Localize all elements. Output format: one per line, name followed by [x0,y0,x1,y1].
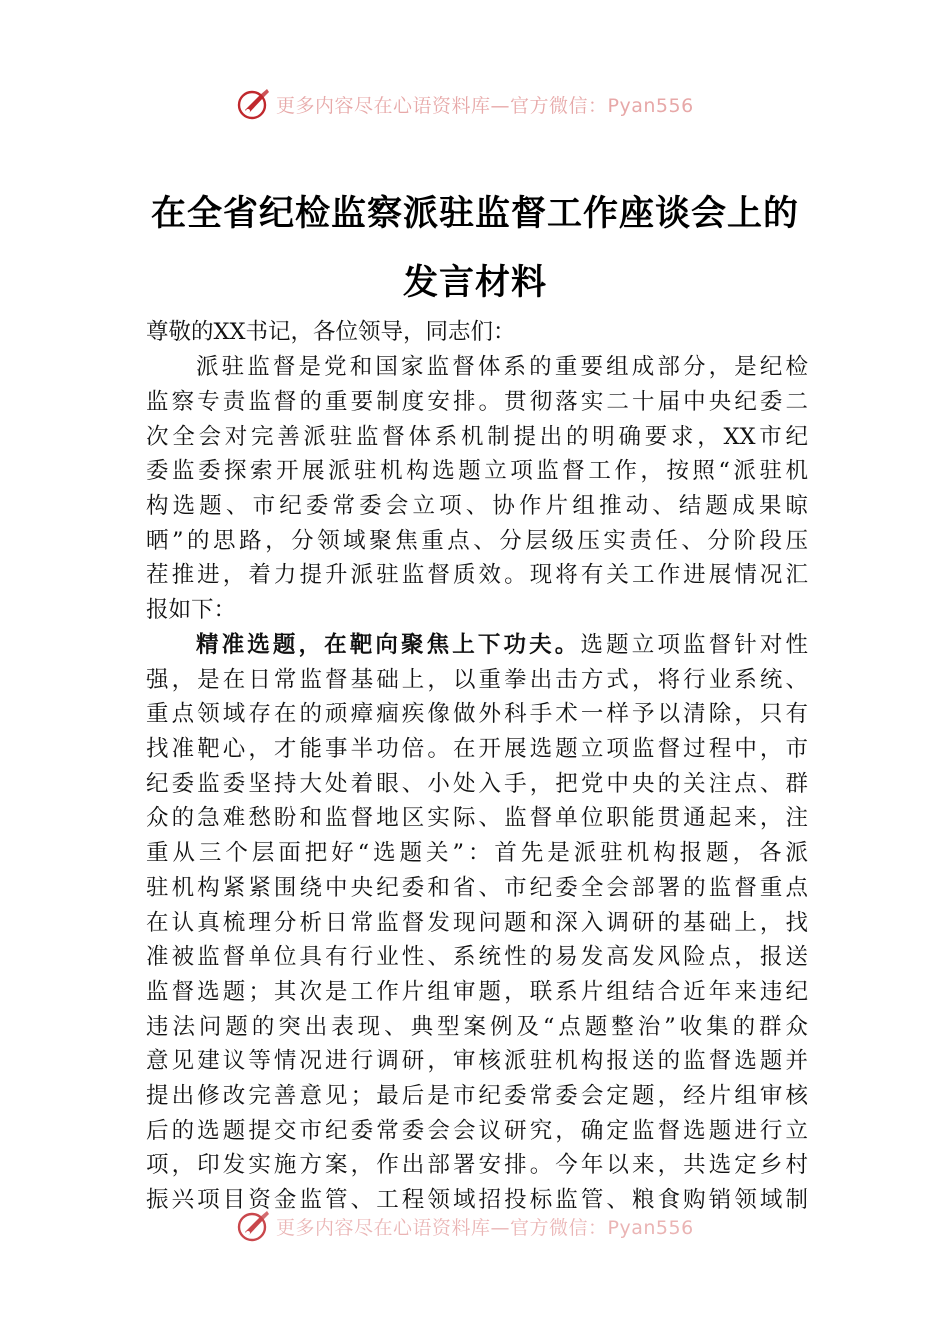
paragraph-2-line: 监督选题；其次是工作片组审题，联系片组结合近年来违纪 [146,979,808,1005]
paragraph-2-line: 找准靶心，才能事半功倍。在开展选题立项监督过程中，市 [146,736,808,762]
paragraph-1-line: 委监委探索开展派驻机构选题立项监督工作，按照“派驻机 [146,458,808,484]
paragraph-2-line: 重点领域存在的顽瘴痼疾像做外科手术一样予以清除，只有 [146,701,808,727]
footer-watermark [236,1206,694,1246]
paragraph-1-line: 次全会对完善派驻监督体系机制提出的明确要求，XX市纪 [146,424,808,450]
watermark-text: 更多内容尽在心语资料库—官方微信：Pyan556 [276,1216,694,1239]
paragraph-2-line: 振兴项目资金监管、工程领域招投标监管、粮食购销领域制 [146,1187,808,1213]
paragraph-1-line: 晒”的思路，分领域聚焦重点、分层级压实责任、分阶段压 [146,528,808,554]
header-watermark [236,84,694,124]
document-title-line-2: 发言材料 [402,262,547,303]
paragraph-2-line: 后的选题提交市纪委常委会会议研究，确定监督选题进行立 [146,1118,808,1144]
salutation: 尊敬的XX书记，各位领导，同志们： [146,319,516,345]
paragraph-2-line: 众的急难愁盼和监督地区实际、监督单位职能贯通起来，注 [146,805,808,831]
paragraph-2-heading: 精准选题，在靶向聚焦上下功夫。 [196,632,581,658]
paragraph-1-line: 报如下： [146,597,237,623]
paragraph-2-first-line [196,628,808,663]
paragraph-2-line: 项，印发实施方案，作出部署安排。今年以来，共选定乡村 [146,1152,808,1178]
paragraph-1-line: 茬推进，着力提升派驻监督质效。现将有关工作进展情况汇 [146,562,808,588]
paragraph-2-first-line-text: 选题立项监督针对性 [580,632,808,658]
paragraph-2-line: 纪委监委坚持大处着眼、小处入手，把党中央的关注点、群 [146,771,808,797]
paragraph-2-line: 驻机构紧紧围绕中央纪委和省、市纪委全会部署的监督重点 [146,875,808,901]
paragraph-1-line: 构选题、市纪委常委会立项、协作片组推动、结题成果晾 [146,493,808,519]
pen-logo-icon [236,86,272,122]
paragraph-2-line: 违法问题的突出表现、典型案例及“点题整治”收集的群众 [146,1014,808,1040]
pen-logo-icon [236,1208,272,1244]
paragraph-2-line: 准被监督单位具有行业性、系统性的易发高发风险点，报送 [146,944,808,970]
paragraph-2-line: 在认真梳理分析日常监督发现问题和深入调研的基础上，找 [146,910,808,936]
paragraph-1-line: 派驻监督是党和国家监督体系的重要组成部分，是纪检 [196,354,808,380]
paragraph-2-line: 重从三个层面把好“选题关”：首先是派驻机构报题，各派 [146,840,808,866]
watermark-text: 更多内容尽在心语资料库—官方微信：Pyan556 [276,94,694,117]
document-title-line-1: 在全省纪检监察派驻监督工作座谈会上的 [150,193,799,234]
paragraph-1-line: 监察专责监督的重要制度安排。贯彻落实二十届中央纪委二 [146,389,808,415]
paragraph-2-line: 意见建议等情况进行调研，审核派驻机构报送的监督选题并 [146,1048,808,1074]
paragraph-2-line: 提出修改完善意见；最后是市纪委常委会定题，经片组审核 [146,1083,808,1109]
paragraph-2-line: 强，是在日常监督基础上，以重拳出击方式，将行业系统、 [146,667,808,693]
